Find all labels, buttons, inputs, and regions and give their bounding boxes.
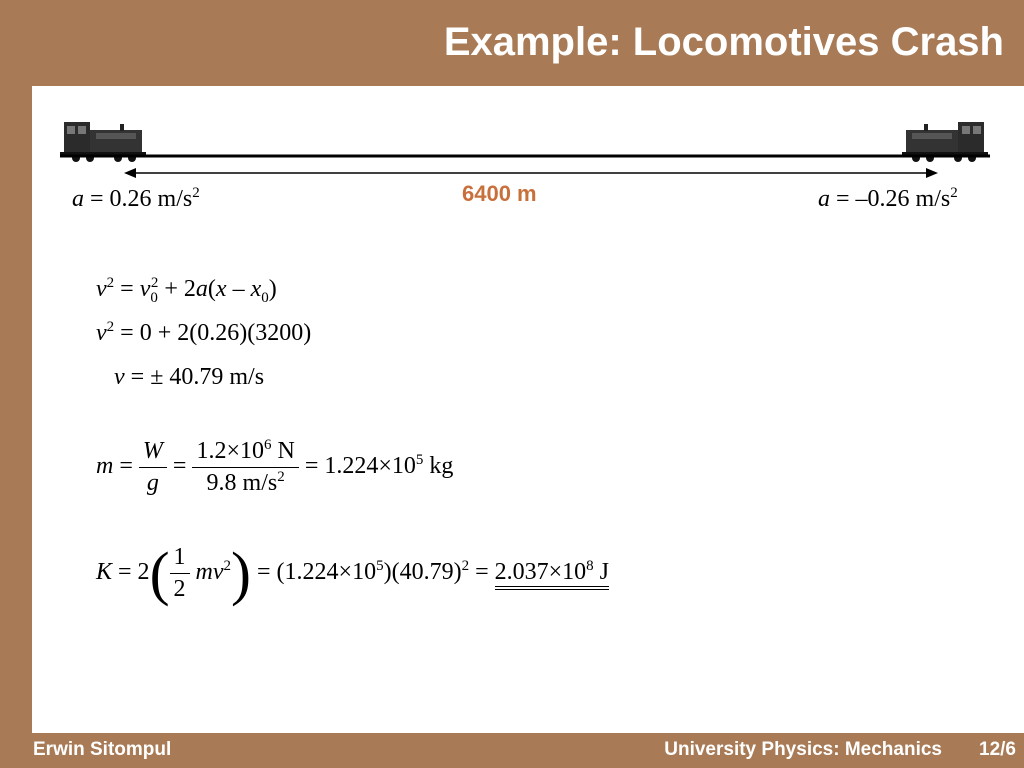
track-diagram [32, 86, 1024, 186]
equation-kinematic: $v^2 = v_0^2 + 2a(x - x_0)$ [96, 275, 277, 306]
arrow-left-icon [124, 168, 136, 178]
slide-footer [0, 733, 1024, 768]
equation-velocity: v = ± 40.79 m/s [114, 364, 265, 390]
equation-substituted: $v^2 = 0 + 2(0.26)(3200)$ [96, 319, 312, 346]
left-acceleration: a = 0.26 $m/s^2$ [72, 185, 200, 212]
slide-content [32, 86, 1024, 733]
final-answer: $2.037\times 10^8$ J [495, 559, 609, 590]
slide-title: Example: Locomotives Crash [443, 20, 1004, 64]
footer-page-number: 12/6 [979, 739, 1016, 760]
left-acceleration-text [32, 86, 33, 87]
distance-label: 6400 m [462, 181, 537, 206]
right-acceleration: a = –0.26 $m/s^2$ [818, 185, 958, 212]
footer-course: University Physics: Mechanics [664, 739, 942, 760]
footer-author: Erwin Sitompul [33, 739, 172, 760]
equation-mass: m = $\frac{W}{g}$ = $\frac{1.2\times 10^6 N}{9.8 m/s^2}$ = $1.224\times 10^5$ kg [96, 437, 454, 496]
equation-energy: K = 2( $\frac{1}{2}$ $mv^2) = (1.224\times 10^5)(40.79)^2 = 2.037\times 10^8$ J [96, 540, 609, 607]
arrow-right-icon [926, 168, 938, 178]
